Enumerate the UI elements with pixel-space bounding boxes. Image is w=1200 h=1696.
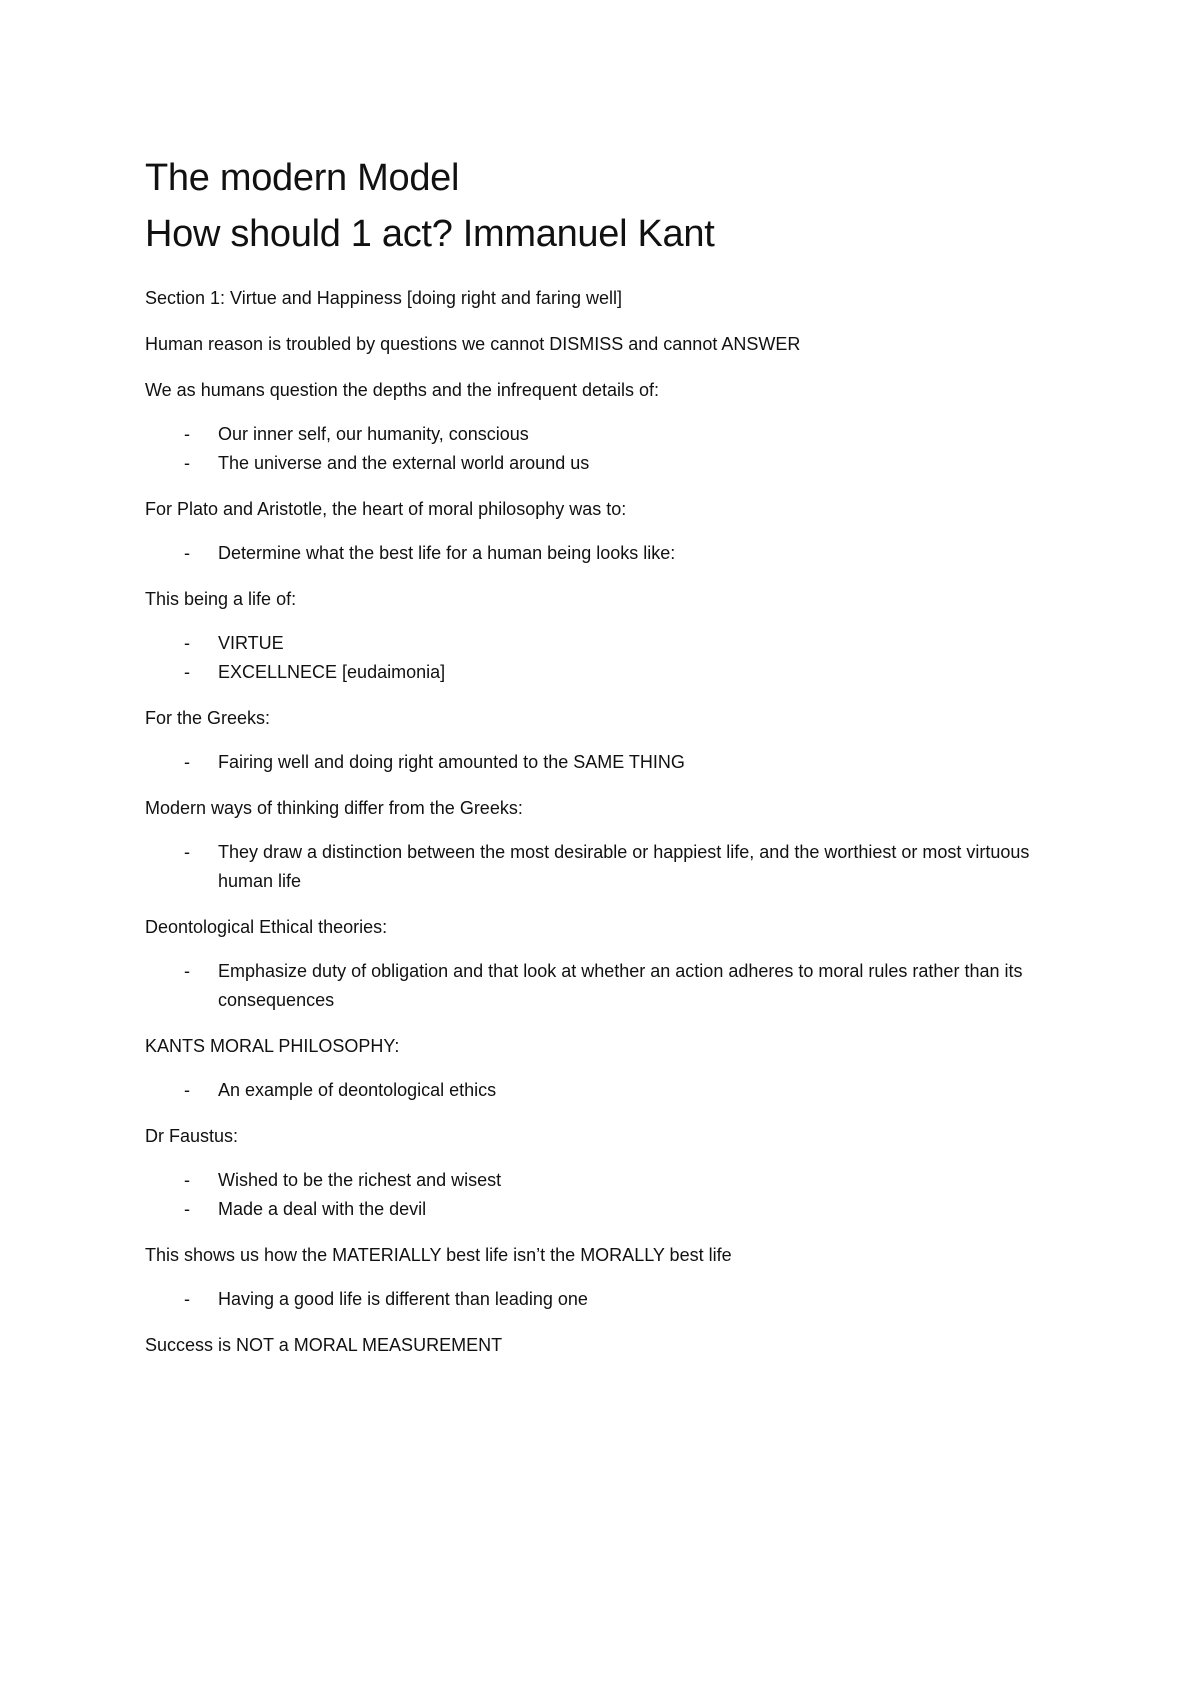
dash-bullet-icon: - bbox=[184, 1199, 190, 1219]
list-item-text: Emphasize duty of obligation and that look at whether an action adheres to moral rules rather than its consequences bbox=[218, 961, 1023, 1010]
list-item bbox=[145, 1076, 1045, 1105]
list-item-text: Wished to be the richest and wisest bbox=[218, 1170, 502, 1190]
dash-bullet-icon: - bbox=[184, 424, 190, 444]
list-item-text: EXCELLNECE [eudaimonia] bbox=[218, 662, 446, 682]
document-body bbox=[145, 284, 1045, 1360]
dash-bullet-icon: - bbox=[184, 1080, 190, 1100]
list-item bbox=[145, 539, 1045, 568]
list-item-text: Determine what the best life for a human being looks like: bbox=[218, 543, 676, 563]
paragraph: This being a life of: bbox=[145, 589, 297, 609]
paragraph: For the Greeks: bbox=[145, 708, 271, 728]
paragraph: Modern ways of thinking differ from the Greeks: bbox=[145, 798, 523, 818]
paragraph: This shows us how the MATERIALLY best life isn’t the MORALLY best life bbox=[145, 1245, 732, 1265]
page-title: The modern Model bbox=[145, 157, 460, 199]
list-item bbox=[145, 629, 1045, 658]
bullet-list bbox=[145, 957, 1045, 1015]
dash-bullet-icon: - bbox=[184, 453, 190, 473]
paragraph: For Plato and Aristotle, the heart of moral philosophy was to: bbox=[145, 499, 627, 519]
paragraph: Section 1: Virtue and Happiness [doing right and faring well] bbox=[145, 288, 622, 308]
paragraph: Deontological Ethical theories: bbox=[145, 917, 388, 937]
list-item bbox=[145, 748, 1045, 777]
list-item bbox=[145, 838, 1045, 896]
list-item-text: VIRTUE bbox=[218, 633, 284, 653]
bullet-list bbox=[145, 748, 1045, 777]
dash-bullet-icon: - bbox=[184, 543, 190, 563]
dash-bullet-icon: - bbox=[184, 633, 190, 653]
list-item-text: Our inner self, our humanity, conscious bbox=[218, 424, 529, 444]
document-content bbox=[145, 150, 1045, 1377]
list-item-text: The universe and the external world around us bbox=[218, 453, 590, 473]
dash-bullet-icon: - bbox=[184, 662, 190, 682]
list-item bbox=[145, 1166, 1045, 1195]
bullet-list bbox=[145, 629, 1045, 687]
bullet-list bbox=[145, 539, 1045, 568]
paragraph: Success is NOT a MORAL MEASUREMENT bbox=[145, 1335, 503, 1355]
dash-bullet-icon: - bbox=[184, 1289, 190, 1309]
bullet-list bbox=[145, 420, 1045, 478]
paragraph: Dr Faustus: bbox=[145, 1126, 239, 1146]
page-subtitle: How should 1 act? Immanuel Kant bbox=[145, 213, 715, 255]
title-block bbox=[145, 150, 1045, 262]
list-item bbox=[145, 1285, 1045, 1314]
list-item-text: Fairing well and doing right amounted to the SAME THING bbox=[218, 752, 685, 772]
list-item-text: Having a good life is different than leading one bbox=[218, 1289, 588, 1309]
list-item bbox=[145, 957, 1045, 1015]
list-item-text: They draw a distinction between the most desirable or happiest life, and the worthiest or most virtuous human life bbox=[218, 842, 1030, 891]
list-item bbox=[145, 1195, 1045, 1224]
dash-bullet-icon: - bbox=[184, 961, 190, 981]
dash-bullet-icon: - bbox=[184, 842, 190, 862]
paragraph: Human reason is troubled by questions we cannot DISMISS and cannot ANSWER bbox=[145, 334, 801, 354]
list-item bbox=[145, 658, 1045, 687]
list-item-text: Made a deal with the devil bbox=[218, 1199, 427, 1219]
bullet-list bbox=[145, 838, 1045, 896]
bullet-list bbox=[145, 1076, 1045, 1105]
dash-bullet-icon: - bbox=[184, 1170, 190, 1190]
list-item bbox=[145, 449, 1045, 478]
bullet-list bbox=[145, 1285, 1045, 1314]
paragraph: We as humans question the depths and the infrequent details of: bbox=[145, 380, 660, 400]
list-item-text: An example of deontological ethics bbox=[218, 1080, 497, 1100]
list-item bbox=[145, 420, 1045, 449]
dash-bullet-icon: - bbox=[184, 752, 190, 772]
paragraph: KANTS MORAL PHILOSOPHY: bbox=[145, 1036, 400, 1056]
bullet-list bbox=[145, 1166, 1045, 1224]
